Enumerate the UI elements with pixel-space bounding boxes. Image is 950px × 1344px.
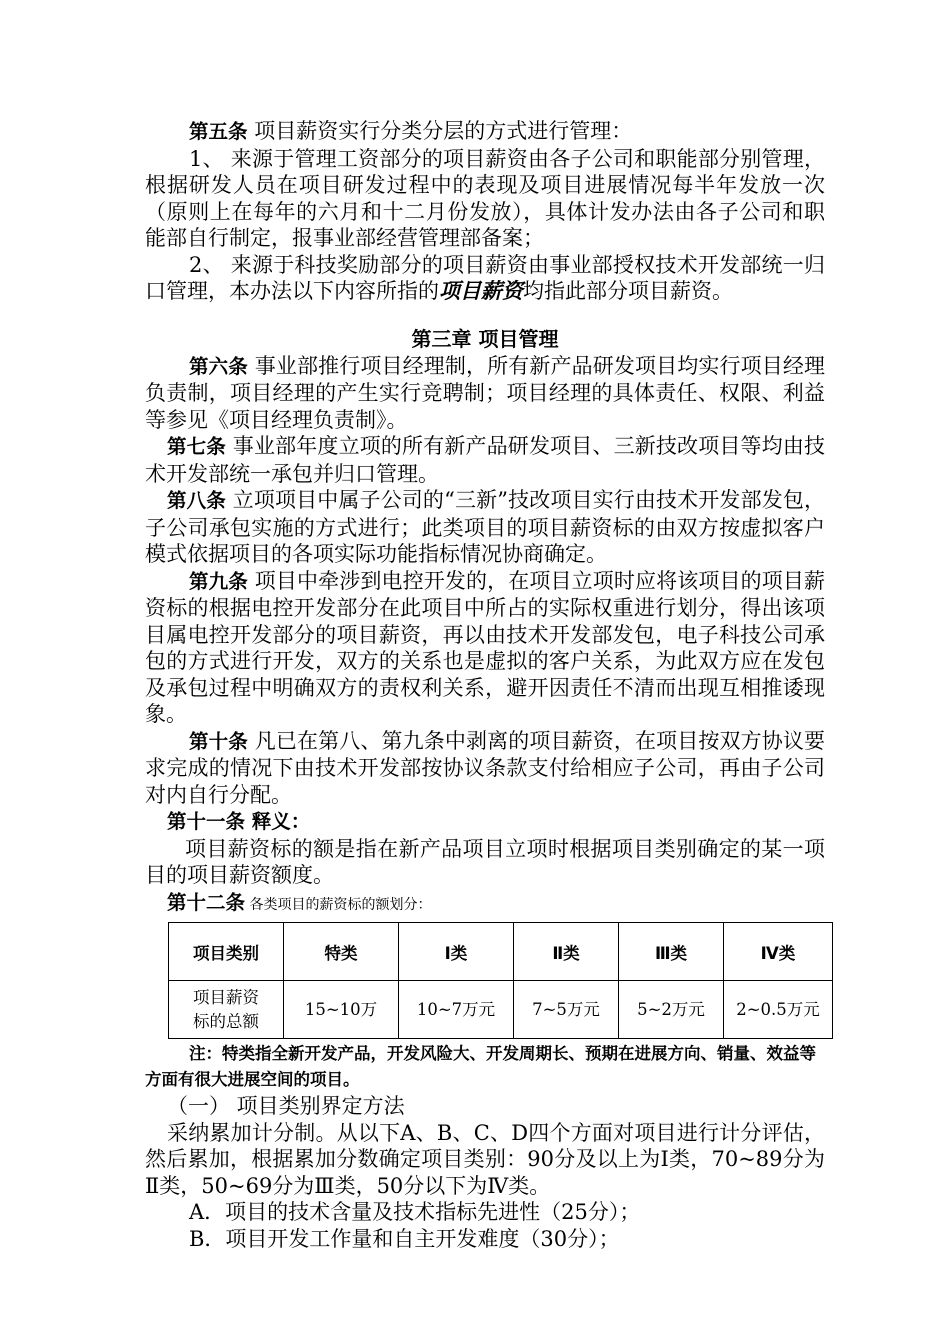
table-header-row bbox=[169, 923, 833, 981]
table-cell: 5~2万元 bbox=[619, 981, 724, 1039]
table-cell: 15~10万 bbox=[284, 981, 399, 1039]
emphasis-project-pay: 项目薪资 bbox=[439, 279, 523, 303]
article-5-item-1: 1、 来源于管理工资部分的项目薪资由各子公司和职能部分别管理，根据研发人员在项目研发过程中的表现及项目进展情况每半年发放一次（原则上在每年的六月和十二月份发放），具体计发办法由各子公司和职能部自行制定，报事业部经营管理部备案； bbox=[145, 146, 825, 250]
document-page bbox=[145, 118, 825, 1252]
article-5-text: 项目薪资实行分类分层的方式进行管理： bbox=[247, 119, 633, 143]
criterion-b: B．项目开发工作量和自主开发难度（30分）； bbox=[189, 1226, 620, 1251]
chapter-3-title: 第三章 项目管理 bbox=[411, 326, 559, 351]
table-header-cell: Ⅱ类 bbox=[514, 923, 619, 981]
article-12: 第十二条 各类项目的薪资标的额划分： bbox=[167, 890, 432, 914]
article-11-text: 项目薪资标的额是指在新产品项目立项时根据项目类别确定的某一项目的项目薪资额度。 bbox=[145, 836, 825, 887]
article-12-heading: 第十二条 bbox=[167, 890, 246, 914]
article-11-heading: 第十一条 释义： bbox=[167, 810, 311, 833]
table-header-cell: Ⅲ类 bbox=[619, 923, 724, 981]
table-cell: 7~5万元 bbox=[514, 981, 619, 1039]
table-row bbox=[169, 981, 833, 1039]
table-header-cell: 项目类别 bbox=[169, 923, 284, 981]
table-row-label: 项目薪资 标的总额 bbox=[169, 981, 284, 1039]
table-header-cell: 特类 bbox=[284, 923, 399, 981]
article-11 bbox=[145, 808, 825, 836]
article-6: 第六条 事业部推行项目经理制，所有新产品研发项目均实行项目经理负责制，项目经理的产生实行竞聘制；项目经理的具体责任、权限、利益等参见《项目经理负责制》。 bbox=[145, 353, 825, 432]
article-5-heading: 第五条 bbox=[189, 120, 248, 143]
table-cell: 10~7万元 bbox=[399, 981, 514, 1039]
article-8: 第八条 立项项目中属子公司的“三新”技改项目实行由技术开发部发包，子公司承包实施的方式进行；此类项目的项目薪资标的由双方按虚拟客户模式依据项目的各项实际功能指标情况协商确定。 bbox=[145, 488, 825, 566]
article-10-heading: 第十条 bbox=[189, 729, 248, 753]
table-header-cell: Ⅳ类 bbox=[724, 923, 833, 981]
criterion-a: A．项目的技术含量及技术指标先进性（25分）； bbox=[189, 1200, 641, 1224]
article-10: 第十条 凡已在第八、第九条中剥离的项目薪资，在项目按双方协议要求完成的情况下由技术开发部按协议条款支付给相应子公司，再由子公司对内自行分配。 bbox=[145, 728, 825, 807]
article-7-heading: 第七条 bbox=[167, 435, 226, 458]
table-cell: 2~0.5万元 bbox=[724, 981, 833, 1039]
section-1-text: 采纳累加计分制。从以下A、B、C、D四个方面对项目进行计分评估，然后累加，根据累加分数确定项目类别：90分及以上为Ⅰ类，70~89分为Ⅱ类，50~69分为Ⅲ类，50分以下为Ⅳ类。 bbox=[145, 1120, 825, 1198]
article-5-item-2: 2、 来源于科技奖励部分的项目薪资由事业部授权技术开发部统一归口管理，本办法以下内容所指的项目薪资均指此部分项目薪资。 bbox=[145, 252, 825, 303]
article-9-heading: 第九条 bbox=[189, 569, 248, 593]
pay-grade-table bbox=[168, 922, 833, 1039]
article-8-heading: 第八条 bbox=[167, 489, 226, 512]
table-note: 注：特类指全新开发产品，开发风险大、开发周期长、预期在进展方向、销量、效益等方面有很大进展空间的项目。 bbox=[145, 1044, 816, 1089]
section-1-title: （一） 项目类别界定方法 bbox=[167, 1094, 405, 1118]
article-6-heading: 第六条 bbox=[189, 354, 248, 378]
article-7: 第七条 事业部年度立项的所有新产品研发项目、三新技改项目等均由技术开发部统一承包并归口管理。 bbox=[145, 434, 825, 486]
table-header-cell: Ⅰ类 bbox=[399, 923, 514, 981]
article-5 bbox=[145, 118, 825, 146]
article-9: 第九条 项目中牵涉到电控开发的，在项目立项时应将该项目的项目薪资标的根据电控开发部分在此项目中所占的实际权重进行划分，得出该项目属电控开发部分的项目薪资，再以由技术开发部发包，电子科技公司承包的方式进行开发，双方的关系也是虚拟的客户关系，为此双方应在发包及承包过程中明确双方的责权利关系，避开因责任不清而出现互相推诿现象。 bbox=[145, 568, 825, 726]
